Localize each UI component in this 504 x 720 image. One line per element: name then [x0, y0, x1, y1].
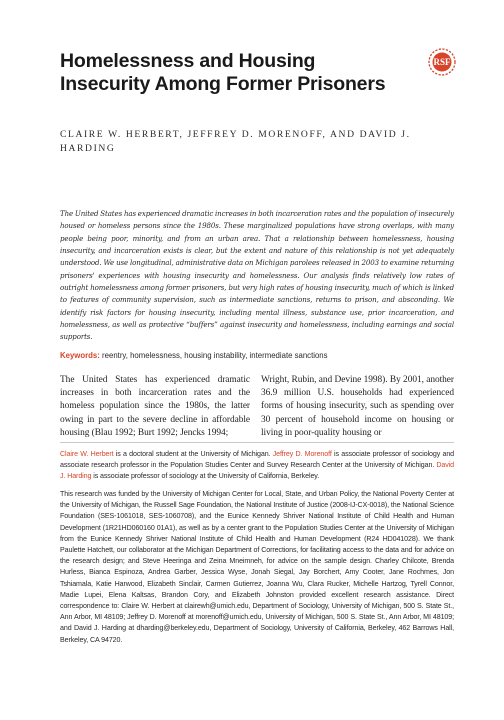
- abstract: The United States has experienced dramatic increases in both incarceration rates and the population of insecurely housed or homeless persons since the 1980s. These marginalized populations have strong overlaps, with many people being poor, minority, and from an urban area. That a relationship between homelessness, housing insecurity, and incarceration exists is clear, but the extent and nature of this relationship is not yet adequately understood. We use longitudinal, administrative data on Michigan parolees released in 2003 to examine returning prisoners' experiences with housing insecurity and homelessness. Our analysis finds relatively low rates of outright homelessness among former prisoners, but very high rates of housing insecurity, much of which is linked to features of community supervision, such as intermediate sanctions, returns to prison, and absconding. We identify risk factors for housing insecurity, including mental illness, substance use, prior incarceration, and homelessness, as well as protective “buffers” against insecurity and homelessness, including earnings and social supports.: [60, 209, 454, 342]
- keywords-label: Keywords:: [60, 351, 100, 360]
- funding-footnote: This research was funded by the University of Michigan Center for Local, State, and Urban Policy, the National Poverty Center at the University of Michigan, the Russell Sage Foundation, the National Institute of Justice (2008-IJ-CX-0018), the National Science Foundation (SES-1061018, SES-1060708), and the Eunice Kennedy Shriver National Institute of Child Health and Human Development (1R21HD060160 01A1), as well as by a center grant to the Population Studies Center at the University of Michigan from the Eunice Kennedy Shriver National Institute of Child Health and Human Development (R24 HD041028). We thank Paulette Hatchett, our collaborator at the Michigan Department of Corrections, for facilitating access to the data and for advice on the research design; and Steve Heeringa and Zeina Mneimneh, for advice on the sample design. Charley Chilcote, Brenda Hurless, Bianca Espinoza, Andrea Garber, Jessica Wyse, Jonah Siegal, Jay Borchert, Amy Cooter, Jane Rochmes, Jon Tshiamala, Katie Harwood, Elizabeth Sinclair, Carmen Gutierrez, Joanna Wu, Clara Rucker, Michelle Hartzog, Tyrell Connor, Madie Lupei, Elena Kaltsas, Brandon Cory, and Elizabeth Johnston provided excellent research assistance. Direct correspondence to: Claire W. Herbert at clairewh@umich.edu, Department of Sociology, University of Michigan, 500 S. State St., Ann Arbor, MI 48109; Jeffrey D. Morenoff at morenoff@umich.edu, University of Michigan, 500 S. State St., Ann Arbor, MI 48109; and David J. Harding at dharding@berkeley.edu, Department of Sociology, University of California, Berkeley, 462 Barrows Hall, Berkeley, CA 94720.: [60, 490, 454, 644]
- author-bio-3: is associate professor of sociology at the University of California, Berkeley.: [91, 472, 320, 481]
- author-bio-1: is a doctoral student at the University of Michigan.: [113, 450, 273, 458]
- author-bio-footnote: [60, 449, 454, 483]
- keywords: [60, 350, 454, 361]
- author-name-2: Jeffrey D. Morenoff: [272, 450, 332, 458]
- keywords-list: reentry, homelessness, housing instability, intermediate sanctions: [102, 351, 328, 360]
- author-bio-2: is associate professor of sociology and associate research professor in the Population Studies Center and Survey Research Center at the University of Michigan.: [60, 450, 455, 470]
- author-name-1: Claire W. Herbert: [60, 450, 114, 458]
- footnote-divider: [60, 442, 454, 443]
- author-name-3: David J. Harding: [60, 461, 454, 481]
- article-title: Homelessness and Housing Insecurity Among Former Prisoners: [60, 50, 386, 95]
- body-column-left: The United States has experienced dramatic increases in both incarceration rates and the homeless population since the 1980s, the latter owing in part to the severe decline in affordable housing (Blau 1992; Burt 1992; Jencks 1994;: [60, 375, 250, 438]
- rsf-logo-icon: [428, 48, 456, 76]
- logo-text: RSF: [433, 57, 451, 68]
- author-list: CLAIRE W. HERBERT, JEFFREY D. MORENOFF, AND DAVID J. HARDING: [60, 129, 411, 154]
- body-column-right: Wright, Rubin, and Devine 1998). By 2001, another 36.9 million U.S. households had experienced forms of housing insecurity, such as spending over 30 percent of household income on housing or living in poor-quality housing or: [261, 375, 454, 438]
